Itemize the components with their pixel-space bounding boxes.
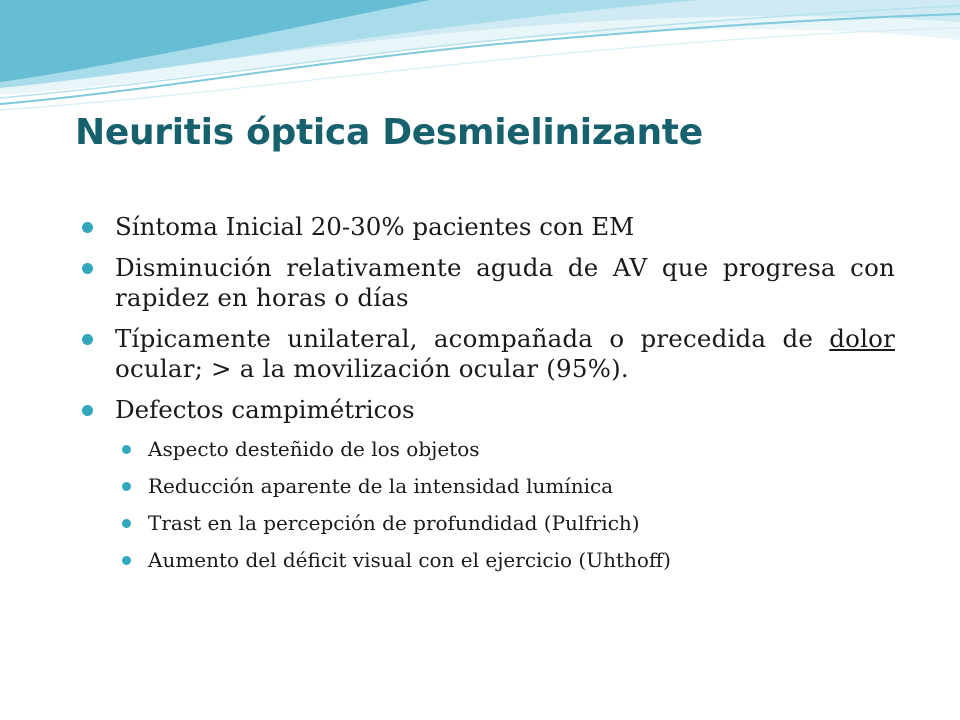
- sub-bullet-item: [122, 473, 895, 500]
- sub-bullet-marker-icon: [122, 556, 131, 565]
- header-wave-decoration: [0, 0, 960, 115]
- sub-bullet-text: Trast en la percepción de profundidad (Pulfrich): [148, 511, 640, 535]
- bullet-text: Defectos campimétricos: [115, 395, 415, 424]
- bullet-item-field-defects: [82, 395, 895, 425]
- sub-bullet-text: Aspecto desteñido de los objetos: [148, 437, 480, 461]
- bullet-marker-icon: [82, 334, 93, 345]
- slide-title: Neuritis óptica Desmielinizante: [75, 112, 703, 153]
- bullet-list: [82, 212, 895, 584]
- sub-bullet-list: [122, 436, 895, 574]
- sub-bullet-container: [82, 436, 895, 574]
- bullet-item-visual-loss: [82, 253, 895, 313]
- sub-bullet-item: [122, 436, 895, 463]
- bullet-item-initial-symptom: [82, 212, 895, 242]
- bullet-text-part: ocular; > a la movilización ocular (95%).: [115, 354, 629, 383]
- sub-bullet-text: Aumento del déficit visual con el ejercicio (Uhthoff): [148, 548, 671, 572]
- bullet-text-part: Típicamente unilateral, acompañada o precedida de: [115, 324, 830, 353]
- sub-bullet-item: [122, 547, 895, 574]
- underlined-word-dolor: dolor: [829, 324, 895, 353]
- sub-bullet-marker-icon: [122, 519, 131, 528]
- bullet-text: Disminución relativamente aguda de AV que progresa con rapidez en horas o días: [115, 253, 895, 312]
- sub-bullet-text: Reducción aparente de la intensidad lumínica: [148, 474, 614, 498]
- bullet-marker-icon: [82, 222, 93, 233]
- sub-bullet-item: [122, 510, 895, 537]
- bullet-marker-icon: [82, 263, 93, 274]
- sub-bullet-marker-icon: [122, 482, 131, 491]
- bullet-marker-icon: [82, 405, 93, 416]
- sub-bullet-marker-icon: [122, 445, 131, 454]
- bullet-item-unilateral-pain: [82, 324, 895, 384]
- bullet-text: Síntoma Inicial 20-30% pacientes con EM: [115, 212, 635, 241]
